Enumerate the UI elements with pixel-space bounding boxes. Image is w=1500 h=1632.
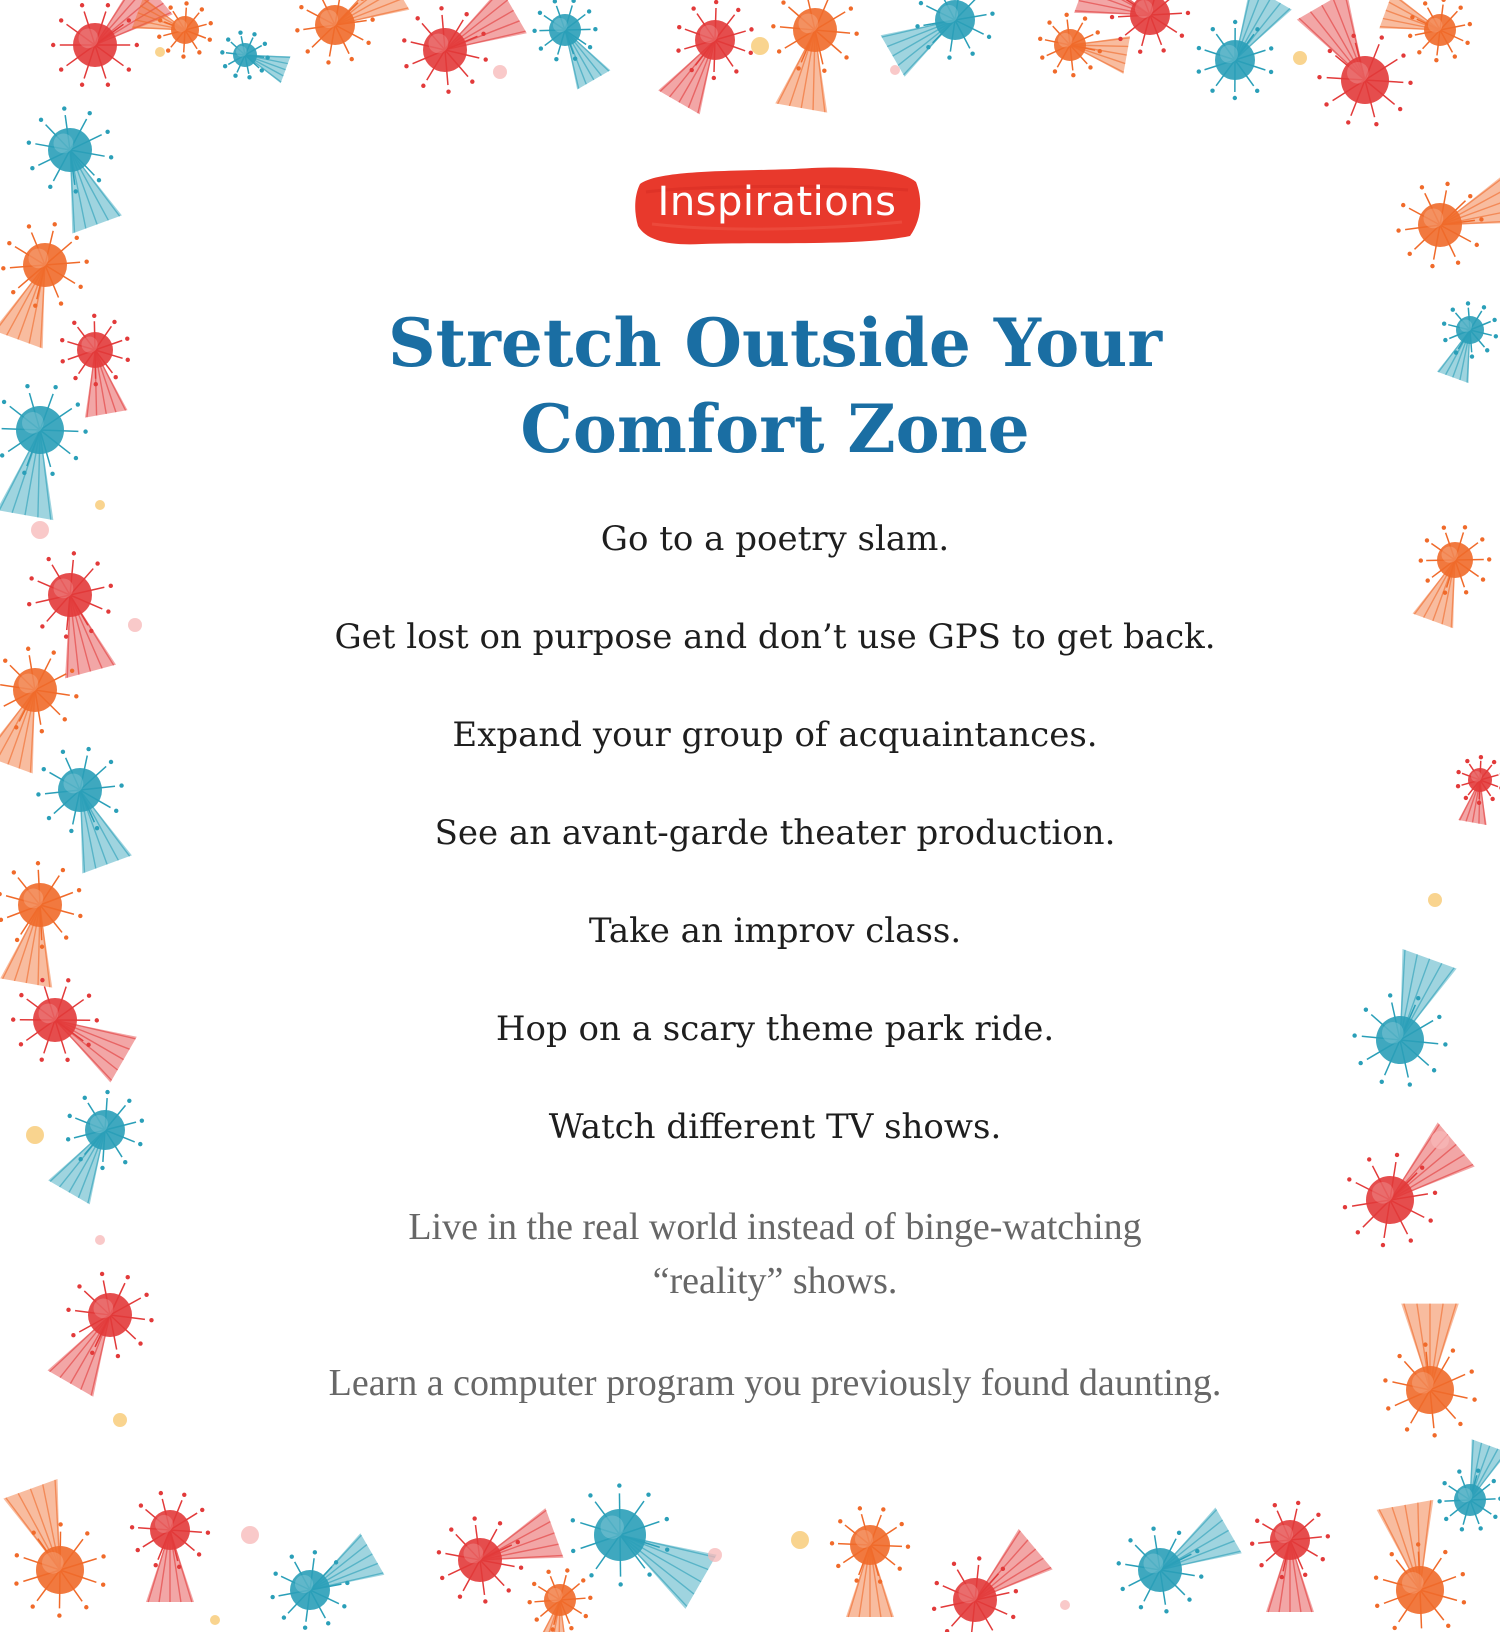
list-item: Live in the real world instead of binge-watching “reality” shows. xyxy=(408,1206,1142,1302)
inspirations-badge xyxy=(632,162,922,248)
page-title xyxy=(250,300,1300,472)
badge-label: Inspirations xyxy=(657,179,897,225)
list-item: Learn a computer program you previously found daunting. xyxy=(328,1362,1222,1404)
title-line-2: Comfort Zone xyxy=(520,390,1030,468)
inspiration-list xyxy=(200,514,1350,1458)
list-item: Take an improv class. xyxy=(588,911,962,951)
list-item: Watch different TV shows. xyxy=(548,1107,1002,1147)
list-item: Go to a poetry slam. xyxy=(600,519,950,559)
list-item: Hop on a scary theme park ride. xyxy=(495,1009,1055,1049)
list-item: See an avant-garde theater production. xyxy=(434,813,1116,853)
list-item: Expand your group of acquaintances. xyxy=(452,715,1098,755)
title-line-1: Stretch Outside Your xyxy=(387,304,1163,382)
list-item: Get lost on purpose and don’t use GPS to get back. xyxy=(334,617,1216,657)
